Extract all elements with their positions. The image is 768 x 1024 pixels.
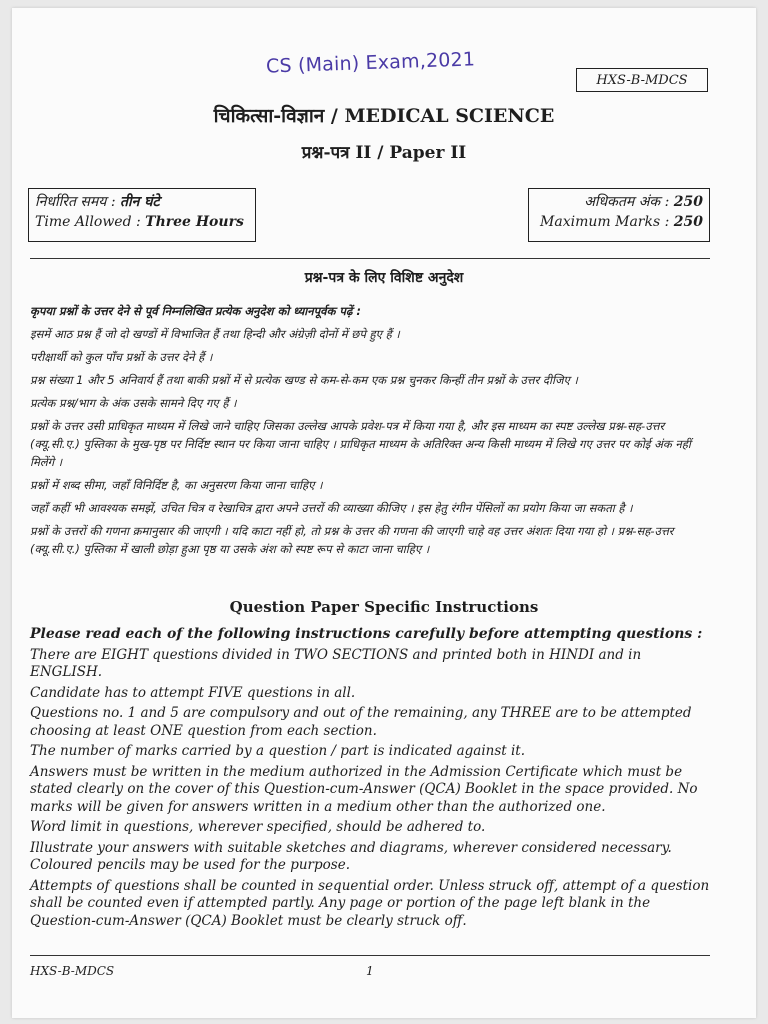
- time-hindi: [35, 192, 249, 212]
- paper-title: चिकित्सा-विज्ञान / MEDICAL SCIENCE: [213, 105, 555, 127]
- english-instruction: Candidate has to attempt FIVE questions in all.: [30, 684, 356, 701]
- english-instruction: Answers must be written in the medium authorized in the Admission Certificate which must be stated clearly on the cover of this Question-cum-Answer (QCA) Booklet in the space provided. No marks will be given for answers written in a medium other than the authorized one.: [30, 763, 698, 815]
- hindi-instructions-heading: प्रश्न-पत्र के लिए विशिष्ट अनुदेश: [304, 270, 464, 286]
- footer-page-number: 1: [366, 964, 374, 978]
- maximum-marks-box: [528, 188, 710, 242]
- english-instruction: Word limit in questions, wherever specified, should be adhered to.: [30, 819, 486, 835]
- footer-divider: [30, 955, 710, 956]
- english-instruction: The number of marks carried by a question / part is indicated against it.: [30, 743, 526, 759]
- hindi-instruction: प्रश्नों के उत्तरों की गणना क्रमानुसार की जाएगी । यदि काटा नहीं हो, तो प्रश्न के उत्तर की गणना की जाएगी चाहे वह उत्तर अंशतः दिया गया हो । प्रश्न-सह-उत्तर (क्यू.सी.ए.) पुस्तिका में खाली छोड़ा हुआ पृष्ठ या उसके अंश को स्पष्ट रूप से काटा जाना चाहिए ।: [30, 524, 674, 556]
- time-hindi-value: तीन घंटे: [120, 194, 160, 210]
- english-instruction: Questions no. 1 and 5 are compulsory and out of the remaining, any THREE are to be attempted choosing at least ONE question from each section.: [30, 705, 692, 739]
- footer-paper-code: HXS-B-MDCS: [30, 964, 115, 978]
- english-instruction-lead: Please read each of the following instructions carefully before attempting questions :: [30, 626, 703, 642]
- marks-hindi: [535, 192, 703, 212]
- english-instruction: There are EIGHT questions divided in TWO SECTIONS and printed both in HINDI and in ENGLISH.: [30, 646, 642, 680]
- paper-subtitle: प्रश्न-पत्र II / Paper II: [301, 143, 467, 163]
- time-hindi-label: निर्धारित समय :: [35, 194, 116, 210]
- english-instructions-heading: Question Paper Specific Instructions: [229, 598, 539, 616]
- hindi-instruction: प्रश्नों में शब्द सीमा, जहाँ विनिर्दिष्ट है, का अनुसरण किया जाना चाहिए ।: [30, 478, 323, 492]
- marks-english-value: 250: [673, 214, 703, 230]
- hindi-instruction-lead: कृपया प्रश्नों के उत्तर देने से पूर्व निम्नलिखित प्रत्येक अनुदेश को ध्यानपूर्वक पढ़ें :: [30, 304, 362, 318]
- english-instruction: Attempts of questions shall be counted in sequential order. Unless struck off, attempt of a question shall be counted even if attempted partly. Any page or portion of the page left blank in the Question-cum-Answer (QCA) Booklet must be clearly struck off.: [30, 877, 710, 929]
- hindi-instruction: प्रत्येक प्रश्न/भाग के अंक उसके सामने दिए गए हैं ।: [30, 396, 237, 410]
- paper-code-box: HXS-B-MDCS: [576, 68, 708, 92]
- hindi-instruction: परीक्षार्थी को कुल पाँच प्रश्नों के उत्तर देने हैं ।: [30, 350, 213, 364]
- english-instruction: Illustrate your answers with suitable sketches and diagrams, wherever considered necessary. Coloured pencils may be used for the purpose.: [30, 839, 672, 873]
- hindi-instruction: इसमें आठ प्रश्न हैं जो दो खण्डों में विभाजित हैं तथा हिन्दी और अंग्रेज़ी दोनों में छपे हुए हैं ।: [30, 327, 400, 341]
- english-instructions: [30, 626, 712, 933]
- marks-hindi-value: 250: [673, 194, 703, 210]
- hindi-instruction: प्रश्नों के उत्तर उसी प्राधिकृत माध्यम में लिखे जाने चाहिए जिसका उल्लेख आपके प्रवेश-पत्र में किया गया है, और इस माध्यम का स्पष्ट उल्लेख प्रश्न-सह-उत्तर (क्यू.सी.ए.) पुस्तिका के मुख-पृष्ठ पर निर्दिष्ट स्थान पर किया जाना चाहिए । प्राधिकृत माध्यम के अतिरिक्त अन्य किसी माध्यम में लिखे गए उत्तर पर कोई अंक नहीं मिलेंगे ।: [30, 419, 691, 469]
- hindi-instruction: जहाँ कहीं भी आवश्यक समझें, उचित चित्र व रेखाचित्र द्वारा अपने उत्तरों की व्याख्या कीजिए । इस हेतु रंगीन पेंसिलों का प्रयोग किया जा सकता है ।: [30, 501, 633, 515]
- time-english: [35, 212, 249, 232]
- marks-english-label: Maximum Marks :: [540, 214, 670, 230]
- time-allowed-box: [28, 188, 256, 242]
- marks-hindi-label: अधिकतम अंक :: [584, 194, 670, 210]
- time-english-value: Three Hours: [145, 214, 244, 230]
- marks-english: [535, 212, 703, 232]
- exam-stamp: CS (Main) Exam,2021: [265, 48, 476, 78]
- top-divider: [30, 258, 710, 259]
- hindi-instruction: प्रश्न संख्या 1 और 5 अनिवार्य हैं तथा बाकी प्रश्नों में से प्रत्येक खण्ड से कम-से-कम एक प्रश्न चुनकर किन्हीं तीन प्रश्नों के उत्तर दीजिए ।: [30, 373, 578, 387]
- hindi-instructions: [30, 302, 710, 563]
- time-english-label: Time Allowed :: [35, 214, 141, 230]
